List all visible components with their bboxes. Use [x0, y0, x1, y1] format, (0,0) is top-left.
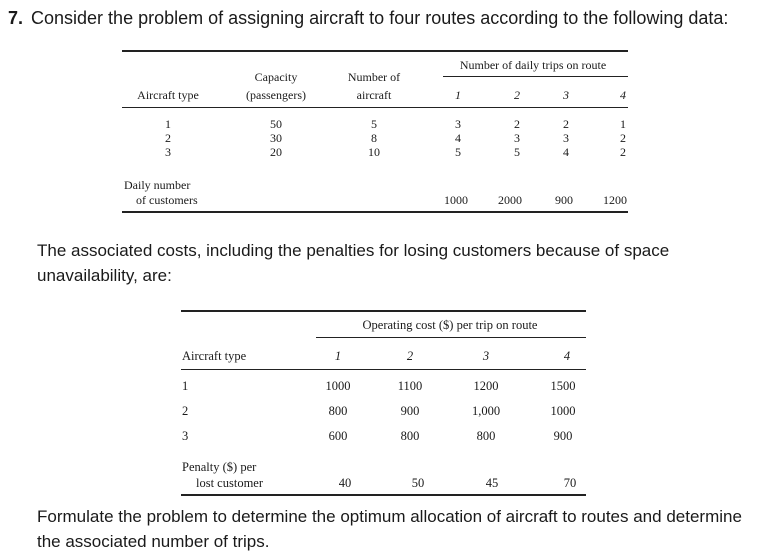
- table1-group-rule: [443, 76, 628, 77]
- table2-penalty-r3: 45: [485, 476, 499, 490]
- table1-col-capacity-2: (passengers): [246, 88, 306, 102]
- table2-group-header: Operating cost ($) per trip on route: [362, 318, 538, 332]
- table2-bottom-rule: [181, 494, 586, 496]
- table2-penalty-r1: 40: [338, 476, 352, 490]
- table1-bottom-rule: [122, 211, 628, 213]
- table2-row3-cost-r3: 800: [476, 429, 496, 443]
- table1-row2-trips-r4: 2: [620, 131, 626, 145]
- table1-col-num-aircraft-2: aircraft: [356, 88, 392, 102]
- table2-penalty-r2: 50: [411, 476, 425, 490]
- table1-route-1: 1: [455, 88, 461, 102]
- table1-row2-trips-r3: 3: [563, 131, 569, 145]
- table2-row3-cost-r2: 800: [400, 429, 420, 443]
- table1-row2-trips-r1: 4: [455, 131, 461, 145]
- table2-row1-cost-r1: 1000: [325, 379, 351, 393]
- table2-route-3: 3: [482, 349, 490, 363]
- table1-daily-label-2: of customers: [136, 193, 198, 207]
- table1-daily-r3: 900: [555, 193, 573, 207]
- table2-row2-cost-r2: 900: [400, 404, 420, 418]
- table1-row1-aircraft: 5: [371, 117, 377, 131]
- table1-row2-type: 2: [165, 131, 171, 145]
- table1-row3-type: 3: [165, 145, 171, 159]
- table1-group-header: Number of daily trips on route: [459, 58, 607, 72]
- table1-row1-trips-r4: 1: [620, 117, 626, 131]
- table1-col-num-aircraft-1: Number of: [347, 70, 401, 84]
- table2-header-rule: [181, 369, 586, 370]
- table2-route-1: 1: [334, 349, 342, 363]
- table1-top-rule: [122, 50, 628, 52]
- table2-row1-type: 1: [182, 379, 189, 393]
- table1-row3-trips-r2: 5: [514, 145, 520, 159]
- question-text: Consider the problem of assigning aircraft to four routes according to the following data:: [31, 8, 729, 28]
- table1-row1-capacity: 50: [270, 117, 282, 131]
- table1-header-rule: [122, 107, 628, 108]
- table2-row3-cost-r4: 900: [553, 429, 573, 443]
- table1-row1-trips-r1: 3: [455, 117, 461, 131]
- question-number: 7.: [8, 8, 24, 28]
- table1-route-2: 2: [514, 88, 520, 102]
- table1-row1-trips-r2: 2: [514, 117, 520, 131]
- table2-top-rule: [181, 310, 586, 312]
- costs-intro-paragraph: The associated costs, including the penalties for losing customers because of space unavailability, are:: [37, 241, 670, 285]
- table1-daily-r2: 2000: [498, 193, 522, 207]
- table2-row2-type: 2: [182, 404, 189, 418]
- table2-route-2: 2: [406, 349, 414, 363]
- table1-row2-capacity: 30: [270, 131, 282, 145]
- table1-col-aircraft-type: Aircraft type: [137, 88, 199, 102]
- table2-group-rule: [316, 337, 586, 338]
- table1-row3-trips-r3: 4: [563, 145, 569, 159]
- table1-row3-capacity: 20: [270, 145, 282, 159]
- table1-row2-trips-r2: 3: [514, 131, 520, 145]
- table1-daily-label-1: Daily number: [124, 178, 191, 192]
- table1-row3-aircraft: 10: [368, 145, 380, 159]
- formulate-paragraph: Formulate the problem to determine the optimum allocation of aircraft to routes and determine the associated number of trips.: [37, 507, 742, 551]
- table1-daily-r4: 1200: [603, 193, 627, 207]
- table2-row1-cost-r3: 1200: [473, 379, 499, 393]
- table1-row1-trips-r3: 2: [563, 117, 569, 131]
- table1-daily-r1: 1000: [444, 193, 468, 207]
- table2-penalty-r4: 70: [563, 476, 577, 490]
- table1-col-capacity-1: Capacity: [254, 70, 298, 84]
- table1-row3-trips-r4: 2: [620, 145, 626, 159]
- table1-row1-type: 1: [165, 117, 171, 131]
- table1-row2-aircraft: 8: [371, 131, 377, 145]
- table2-penalty-label-2: lost customer: [196, 476, 264, 490]
- table1-route-4: 4: [620, 88, 626, 102]
- table2-row3-cost-r1: 600: [328, 429, 348, 443]
- table2-row2-cost-r1: 800: [328, 404, 348, 418]
- table1-route-3: 3: [563, 88, 569, 102]
- question-heading: [8, 8, 728, 29]
- table2-row1-cost-r4: 1500: [550, 379, 576, 393]
- table2-row3-type: 3: [182, 429, 189, 443]
- table2-col-aircraft-type: Aircraft type: [182, 349, 247, 363]
- table2-row2-cost-r3: 1,000: [471, 404, 501, 418]
- table1-row3-trips-r1: 5: [455, 145, 461, 159]
- table2-row1-cost-r2: 1100: [397, 379, 423, 393]
- table2-row2-cost-r4: 1000: [550, 404, 576, 418]
- table2-penalty-label-1: Penalty ($) per: [182, 460, 257, 474]
- table2-route-4: 4: [563, 349, 571, 363]
